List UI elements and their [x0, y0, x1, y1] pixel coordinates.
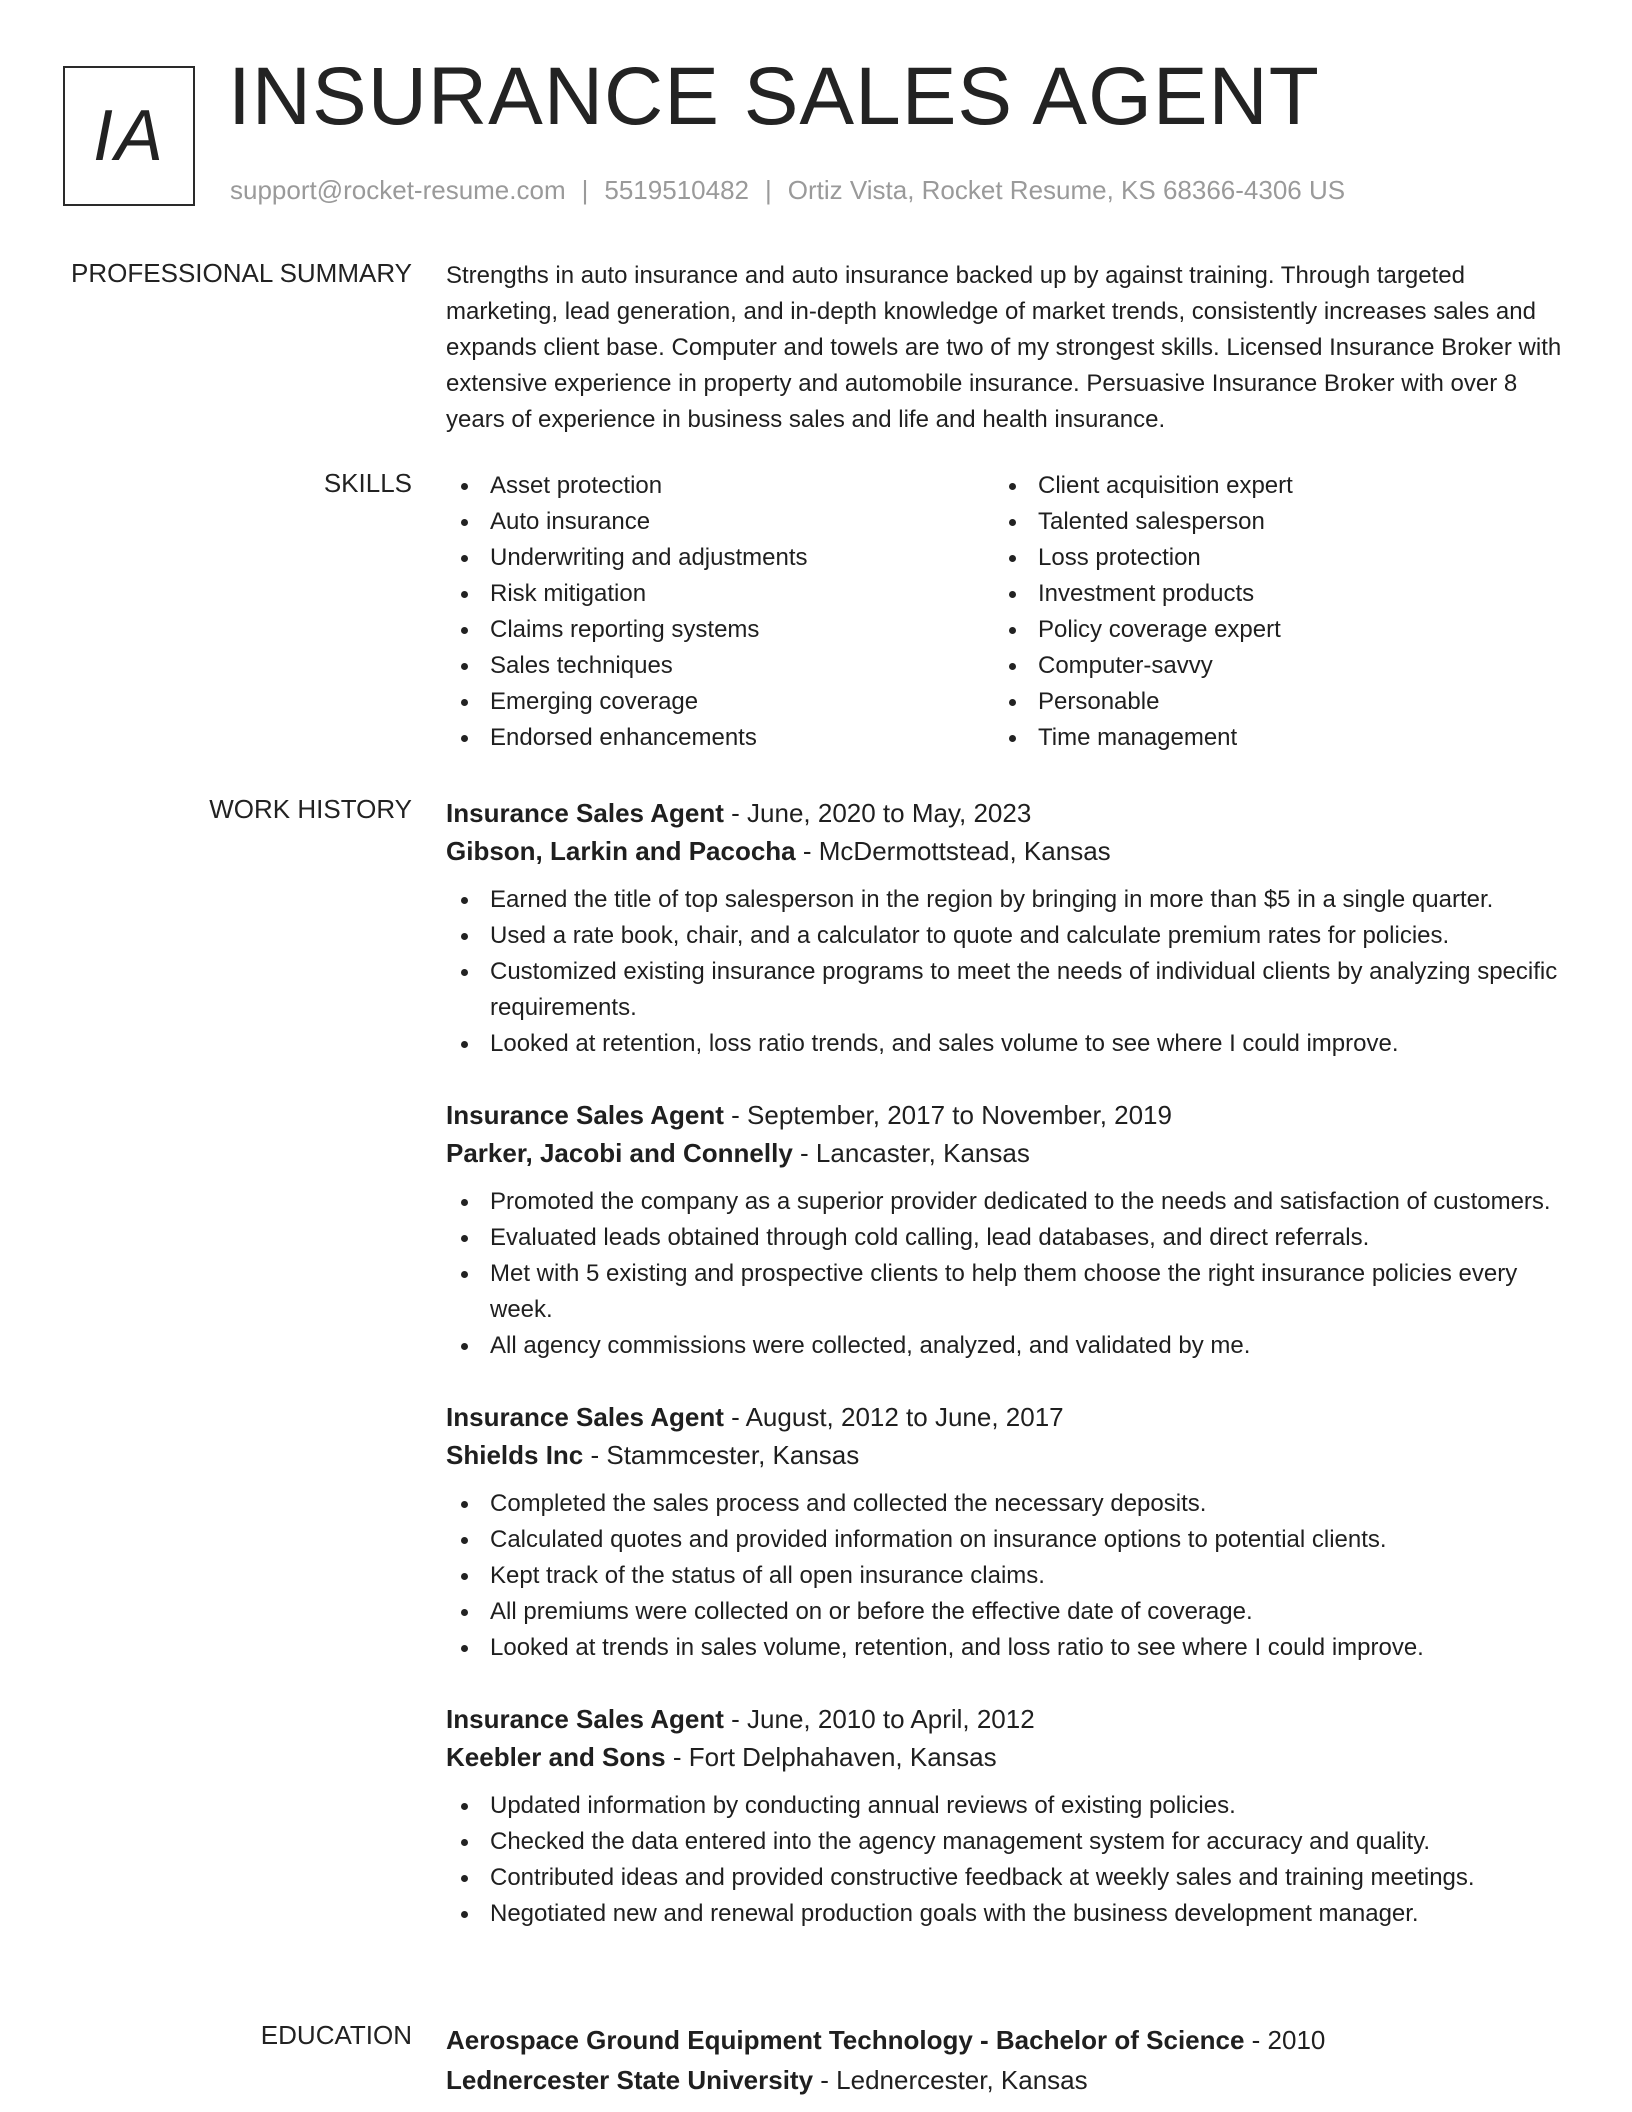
summary-heading: PROFESSIONAL SUMMARY — [71, 258, 412, 288]
skill-item: Claims reporting systems — [446, 612, 994, 648]
job-bullet: Evaluated leads obtained through cold calling, lead databases, and direct referrals. — [446, 1220, 1562, 1256]
job-bullet: Met with 5 existing and prospective clients to help them choose the right insurance policies every week. — [446, 1256, 1562, 1328]
job-bullet: Negotiated new and renewal production goals with the business development manager. — [446, 1896, 1562, 1932]
contact-email: support@rocket-resume.com — [230, 175, 566, 205]
education-school: Lednercester State University — [446, 2065, 814, 2095]
job-title: Insurance Sales Agent — [446, 1100, 724, 1130]
education-school-line — [446, 2060, 1562, 2100]
skills-heading: SKILLS — [323, 468, 412, 498]
job-location: - Stammcester, Kansas — [583, 1440, 860, 1470]
contact-line — [230, 175, 1345, 206]
job-title-line — [446, 1096, 1562, 1134]
job-bullets — [446, 1184, 1562, 1364]
job-bullet: Kept track of the status of all open insurance claims. — [446, 1558, 1562, 1594]
job-entry — [446, 794, 1562, 1062]
job-bullet: Promoted the company as a superior provider dedicated to the needs and satisfaction of customers. — [446, 1184, 1562, 1220]
job-bullet: All agency commissions were collected, analyzed, and validated by me. — [446, 1328, 1562, 1364]
skill-item: Policy coverage expert — [994, 612, 1542, 648]
job-title: Insurance Sales Agent — [446, 798, 724, 828]
job-entry — [446, 1398, 1562, 1666]
skill-item: Time management — [994, 720, 1542, 756]
jobs-list — [446, 794, 1562, 1932]
skill-item: Talented salesperson — [994, 504, 1542, 540]
job-dates: - June, 2010 to April, 2012 — [723, 1704, 1035, 1734]
monogram-initials: IA — [92, 96, 166, 176]
skills-list-right — [994, 468, 1542, 756]
job-company: Keebler and Sons — [446, 1742, 666, 1772]
skill-item: Asset protection — [446, 468, 994, 504]
job-bullet: Earned the title of top salesperson in the region by bringing in more than $5 in a single quarter. — [446, 882, 1562, 918]
job-company: Gibson, Larkin and Pacocha — [446, 836, 796, 866]
job-location: - McDermottstead, Kansas — [795, 836, 1111, 866]
skill-item: Sales techniques — [446, 648, 994, 684]
job-bullets — [446, 882, 1562, 1062]
job-bullet: Used a rate book, chair, and a calculator to quote and calculate premium rates for policies. — [446, 918, 1562, 954]
job-entry — [446, 1700, 1562, 1932]
job-title-line — [446, 1398, 1562, 1436]
job-bullet: Updated information by conducting annual reviews of existing policies. — [446, 1788, 1562, 1824]
job-company-line — [446, 1436, 1562, 1474]
job-bullets — [446, 1788, 1562, 1932]
job-location: - Fort Delphahaven, Kansas — [665, 1742, 997, 1772]
contact-separator: | — [581, 175, 589, 205]
skill-item: Investment products — [994, 576, 1542, 612]
skill-item: Auto insurance — [446, 504, 994, 540]
work-heading: WORK HISTORY — [209, 794, 412, 824]
contact-separator: | — [765, 175, 772, 205]
contact-phone: 5519510482 — [604, 175, 749, 205]
job-bullet: Completed the sales process and collected the necessary deposits. — [446, 1486, 1562, 1522]
job-bullet: Checked the data entered into the agency management system for accuracy and quality. — [446, 1824, 1562, 1860]
summary-text: Strengths in auto insurance and auto insurance backed up by against training. Through targeted marketing, lead generation, and in-depth knowledge of market trends, consistently increases sales and expands client base. Computer and towels are two of my strongest skills. Licensed Insurance Broker with extensive experience in property and automobile insurance. Persuasive Insurance Broker with over 8 years of experience in business sales and life and health insurance. — [446, 262, 1562, 433]
skill-item: Risk mitigation — [446, 576, 994, 612]
education-location: - Lednercester, Kansas — [813, 2065, 1088, 2095]
job-company-line — [446, 832, 1562, 870]
monogram-box — [63, 66, 195, 206]
education-degree-line — [446, 2020, 1562, 2060]
job-bullet: All premiums were collected on or before the effective date of coverage. — [446, 1594, 1562, 1630]
job-title: Insurance Sales Agent — [446, 1402, 724, 1432]
job-bullet: Looked at retention, loss ratio trends, and sales volume to see where I could improve. — [446, 1026, 1562, 1062]
skill-item: Underwriting and adjustments — [446, 540, 994, 576]
job-company-line — [446, 1738, 1562, 1776]
job-company-line — [446, 1134, 1562, 1172]
job-bullet: Looked at trends in sales volume, retention, and loss ratio to see where I could improve. — [446, 1630, 1562, 1666]
job-title: Insurance Sales Agent — [446, 1704, 724, 1734]
job-entry — [446, 1096, 1562, 1364]
education-heading: EDUCATION — [260, 2020, 412, 2050]
skill-item: Emerging coverage — [446, 684, 994, 720]
job-dates: - September, 2017 to November, 2019 — [723, 1100, 1172, 1130]
skill-item: Endorsed enhancements — [446, 720, 994, 756]
job-title-line — [446, 1700, 1562, 1738]
education-year: - 2010 — [1244, 2025, 1326, 2055]
skill-item: Loss protection — [994, 540, 1542, 576]
skill-item: Client acquisition expert — [994, 468, 1542, 504]
job-dates: - August, 2012 to June, 2017 — [723, 1402, 1064, 1432]
resume-title: INSURANCE SALES AGENT — [228, 51, 1320, 142]
job-bullet: Calculated quotes and provided information on insurance options to potential clients. — [446, 1522, 1562, 1558]
job-location: - Lancaster, Kansas — [792, 1138, 1030, 1168]
job-title-line — [446, 794, 1562, 832]
education-degree: Aerospace Ground Equipment Technology - Bachelor of Science — [446, 2025, 1245, 2055]
job-company: Shields Inc — [446, 1440, 584, 1470]
job-dates: - June, 2020 to May, 2023 — [723, 798, 1032, 828]
job-company: Parker, Jacobi and Connelly — [446, 1138, 793, 1168]
contact-address: Ortiz Vista, Rocket Resume, KS 68366-4306 US — [787, 175, 1346, 205]
skill-item: Personable — [994, 684, 1542, 720]
job-bullet: Contributed ideas and provided constructive feedback at weekly sales and training meetings. — [446, 1860, 1562, 1896]
skill-item: Computer-savvy — [994, 648, 1542, 684]
job-bullets — [446, 1486, 1562, 1666]
job-bullet: Customized existing insurance programs to meet the needs of individual clients by analyzing specific requirements. — [446, 954, 1562, 1026]
skills-list-left — [446, 468, 994, 756]
